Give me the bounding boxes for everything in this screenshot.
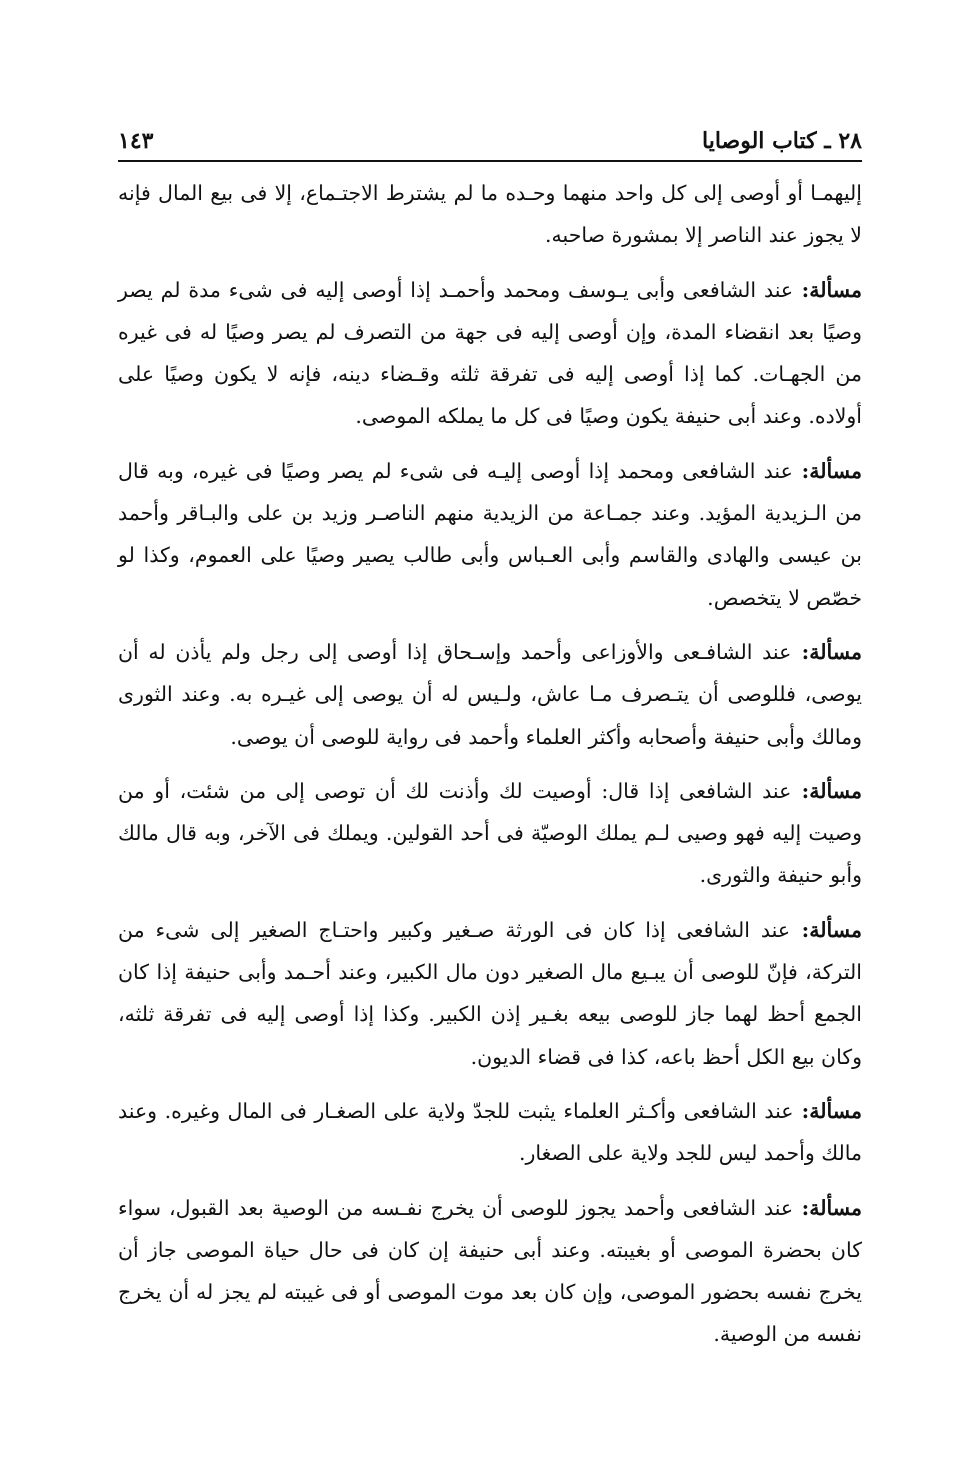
issue-paragraph-7: مسألة: عند الشافعى وأحمد يجوز للوصى أن يخرج نفـسه من الوصية بعد القبول، سواء كان بحضرة الموصى أو بغيبته. وعند أبى حنيفة إن كان فى حال حياة الموصى جاز أن يخرج نفسه بحضور الموصى، وإن كان بعد موت الموصى أو فى غيبته لم يجز له أن يخرج نفسه من الوصية.	[118, 1195, 862, 1347]
issue-label: مسألة	[809, 1195, 862, 1220]
issue-text: عند الشافعى وأكـثر العلماء يثبت للجدّ ولاية على الصغـار فى المال وغيره. وعند مالك وأحمد ليس للجد ولاية على الصغار.	[118, 1098, 862, 1166]
issue-text: عند الشافعى إذا كان فى الورثة صـغير وكبير واحتـاج الصغير إلى شىء من التركة، فإنّ للوصى أن يبـيع مال الصغير دون مال الكبير، وعند أحـمد وأبى حنيفة إذا كان الجمع أحظ لهما جاز للوصى بيعه بغـير إذن الكبير. وكذا إذا أوصى إليه فى تفرقة ثلثه، وكان بيع الكل أحظ باعه، كذا فى قضاء الديون.	[118, 917, 862, 1069]
issue-label: مسألة	[809, 639, 862, 664]
issue-text: عند الشافعى وأبى يـوسف ومحمد وأحمـد إذا أوصى إليه فى شىء مدة لم يصر وصيًا بعد انقضاء المدة، وإن أوصى إليه فى جهة من التصرف لم يصر وصيًا له فى غيره من الجهـات. كما إذا أوصى إليه فى تفرقة ثلثه وقـضاء دينه، فإنه لا يكون وصيًا على أولاده. وعند أبى حنيفة يكون وصيًا فى كل ما يملكه الموصى.	[118, 277, 862, 429]
issue-text: عند الشافعى إذا قال: أوصيت لك وأذنت لك أن توصى إلى من شئت، أو من وصيت إليه فهو وصيى لـم يملك الوصيّة فى أحد القولين. ويملك فى الآخر، وبه قال مالك وأبو حنيفة والثورى.	[118, 778, 862, 888]
issue-paragraph-4: مسألة: عند الشافعى إذا قال: أوصيت لك وأذنت لك أن توصى إلى من شئت، أو من وصيت إليه فهو وصيى لـم يملك الوصيّة فى أحد القولين. ويملك فى الآخر، وبه قال مالك وأبو حنيفة والثورى.	[118, 778, 862, 888]
issue-text: عند الشافـعى والأوزاعى وأحمد وإسـحاق إذا أوصى إلى رجل ولم يأذن له أن يوصى، فللوصى أن يتـصرف مـا عاش، ولـيس له أن يوصى إلى غيـره به. وعند الثورى ومالك وأبى حنيفة وأصحابه وأكثر العلماء وأحمد فى رواية للوصى أن يوصى.	[118, 639, 862, 749]
issue-paragraph-3: مسألة: عند الشافـعى والأوزاعى وأحمد وإسـحاق إذا أوصى إلى رجل ولم يأذن له أن يوصى، فللوصى أن يتـصرف مـا عاش، ولـيس له أن يوصى إلى غيـره به. وعند الثورى ومالك وأبى حنيفة وأصحابه وأكثر العلماء وأحمد فى رواية للوصى أن يوصى.	[118, 639, 862, 749]
issue-text: عند الشافعى ومحمد إذا أوصى إليـه فى شىء لم يصر وصيًا فى غيره، وبه قال من الـزيدية المؤيد. وعند جمـاعة من الزيدية منهم الناصـر وزيد بن على والبـاقر وأحمد بن عيسى والهادى والقاسم وأبى العـباس وأبى طالب يصير وصيًا على العموم، وكذا لو خصّص لا يتخصص.	[118, 458, 862, 610]
running-header	[118, 118, 862, 154]
issue-label: مسألة	[809, 1098, 862, 1123]
issue-label: مسألة	[809, 277, 862, 302]
issue-paragraph-5: مسألة: عند الشافعى إذا كان فى الورثة صـغير وكبير واحتـاج الصغير إلى شىء من التركة، فإنّ للوصى أن يبـيع مال الصغير دون مال الكبير، وعند أحـمد وأبى حنيفة إذا كان الجمع أحظ لهما جاز للوصى بيعه بغـير إذن الكبير. وكذا إذا أوصى إليه فى تفرقة ثلثه، وكان بيع الكل أحظ باعه، كذا فى قضاء الديون.	[118, 917, 862, 1069]
issue-label: مسألة	[809, 458, 862, 483]
chapter-title: ٢٨ ـ كتاب الوصايا	[702, 128, 862, 154]
header-rule	[118, 160, 862, 162]
issue-label: مسألة	[809, 778, 862, 803]
issue-paragraph-2: مسألة: عند الشافعى ومحمد إذا أوصى إليـه فى شىء لم يصر وصيًا فى غيره، وبه قال من الـزيدية المؤيد. وعند جمـاعة من الزيدية منهم الناصـر وزيد بن على والبـاقر وأحمد بن عيسى والهادى والقاسم وأبى العـباس وأبى طالب يصير وصيًا على العموم، وكذا لو خصّص لا يتخصص.	[118, 458, 862, 610]
issue-text: عند الشافعى وأحمد يجوز للوصى أن يخرج نفـسه من الوصية بعد القبول، سواء كان بحضرة الموصى أو بغيبته. وعند أبى حنيفة إن كان فى حال حياة الموصى جاز أن يخرج نفسه بحضور الموصى، وإن كان بعد موت الموصى أو فى غيبته لم يجز له أن يخرج نفسه من الوصية.	[118, 1195, 862, 1347]
intro-paragraph: إليهمـا أو أوصى إلى كل واحد منهما وحـده ما لم يشترط الاجتـماع، إلا فى بيع المال فإنه لا يجوز عند الناصر إلا بمشورة صاحبه.	[118, 181, 862, 248]
page-number: ١٤٣	[118, 128, 154, 154]
issue-paragraph-6: مسألة: عند الشافعى وأكـثر العلماء يثبت للجدّ ولاية على الصغـار فى المال وغيره. وعند مالك وأحمد ليس للجد ولاية على الصغار.	[118, 1098, 862, 1166]
issue-paragraph-1: مسألة: عند الشافعى وأبى يـوسف ومحمد وأحمـد إذا أوصى إليه فى شىء مدة لم يصر وصيًا بعد انقضاء المدة، وإن أوصى إليه فى جهة من التصرف لم يصر وصيًا له فى غيره من الجهـات. كما إذا أوصى إليه فى تفرقة ثلثه وقـضاء دينه، فإنه لا يكون وصيًا على أولاده. وعند أبى حنيفة يكون وصيًا فى كل ما يملكه الموصى.	[118, 277, 862, 429]
page-body	[118, 172, 862, 1368]
issue-label: مسألة	[809, 917, 862, 942]
